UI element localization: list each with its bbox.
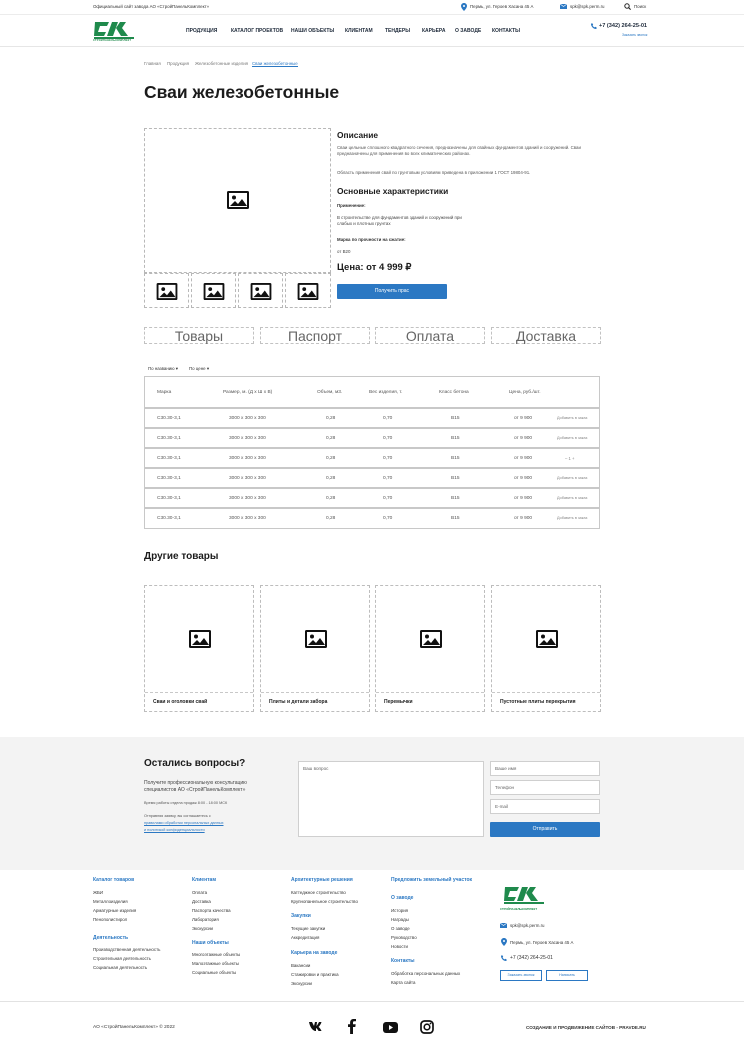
footer-link[interactable]: Руководство (391, 935, 417, 940)
main-image[interactable] (144, 128, 331, 273)
footer-link[interactable]: Металлоизделия (93, 899, 128, 904)
image-placeholder-icon (156, 283, 178, 300)
cell-class: В15 (451, 436, 460, 441)
col-header: Цена, руб./шт. (509, 390, 541, 395)
phone-icon (591, 23, 597, 29)
cell-volume: 0,28 (326, 516, 336, 521)
mail-icon (500, 923, 507, 928)
add-to-order-button[interactable]: Добавить в заказ (557, 496, 588, 500)
characteristics-title: Основные характеристики (337, 186, 449, 196)
top-email[interactable]: spk@spk.perm.ru (570, 4, 605, 9)
footer-link[interactable]: Пенополистирол (93, 917, 128, 922)
footer-heading[interactable]: Карьера на заводе (291, 950, 338, 956)
description-title: Описание (337, 130, 379, 140)
breadcrumb-products[interactable]: Продукция (167, 61, 189, 66)
location-pin-icon (461, 3, 467, 11)
usage-label: Применение: (337, 203, 366, 208)
site-note: Официальный сайт завода АО «СтройПанельКомплект» (93, 4, 210, 9)
product-card[interactable] (491, 585, 601, 712)
policy-link[interactable]: и политикой конфиденциальности (144, 828, 205, 832)
nav-about[interactable]: О ЗАВОДЕ (455, 28, 482, 34)
add-to-order-button[interactable]: Добавить в заказ (557, 416, 588, 420)
thumbnail[interactable] (238, 273, 283, 308)
image-placeholder-icon (297, 283, 319, 300)
footer-link[interactable]: История (391, 908, 409, 913)
breadcrumb-home[interactable]: Главная (144, 61, 161, 66)
cell-volume: 0,28 (326, 456, 336, 461)
footer-link[interactable]: Обработка персональных данных (391, 971, 461, 976)
product-card-label: Сваи и оголовки свай (145, 692, 253, 712)
mail-icon (560, 4, 567, 9)
developer-link[interactable]: СОЗДАНИЕ И ПРОДВИЖЕНИЕ САЙТОВ - PRAVDE.RU (526, 1025, 646, 1030)
product-card-label: Пустотные плиты перекрытия (492, 692, 600, 712)
cell-size: 3000 х 300 х 300 (229, 456, 266, 461)
usage-text: В строительстве для фундаментов зданий и сооружений при слабых и плотных грунтах (337, 215, 462, 226)
footer-link[interactable]: Оплата (192, 890, 208, 895)
footer-link[interactable]: Арматурные изделия (93, 908, 137, 913)
consent-text: Отправляя заявку, вы соглашаетесь с (144, 814, 211, 818)
footer-address: Пермь, ул. Героев Хасана 45 А (510, 940, 574, 945)
footer-link[interactable]: Малоэтажные объекты (192, 961, 240, 966)
bottom-bar (0, 1001, 744, 1054)
footer-heading[interactable]: Контакты (391, 958, 415, 964)
cell-size: 3000 х 300 х 300 (229, 416, 266, 421)
cell-volume: 0,28 (326, 436, 336, 441)
footer-link[interactable]: Экскурсии (192, 926, 213, 931)
facebook-icon[interactable] (348, 1019, 356, 1034)
nav-tenders[interactable]: ТЕНДЕРЫ (385, 28, 411, 34)
nav-career[interactable]: КАРЬЕРА (422, 28, 446, 34)
tab-passport[interactable]: Паспорт (260, 327, 370, 344)
cell-price: от 9 900 (514, 516, 533, 521)
location-pin-icon (501, 938, 507, 946)
page-title: Сваи железобетонные (144, 82, 340, 102)
vk-icon[interactable] (309, 1021, 324, 1032)
logo-text: СТРОЙПАНЕЛЬКОМПЛЕКТ (93, 39, 132, 42)
thumbnail[interactable] (191, 273, 236, 308)
cell-price: от 9 900 (514, 436, 533, 441)
cell-volume: 0,28 (326, 416, 336, 421)
cell-size: 3000 х 300 х 300 (229, 516, 266, 521)
cell-price: от 9 900 (514, 456, 533, 461)
callback-link[interactable]: Заказать звонок (622, 33, 648, 37)
col-header: Объем, м3. (317, 390, 343, 395)
table-row (144, 428, 600, 448)
product-card[interactable] (144, 585, 254, 712)
cell-volume: 0,28 (326, 476, 336, 481)
cell-weight: 0,70 (383, 476, 393, 481)
other-products-title: Другие товары (144, 551, 219, 562)
search-icon[interactable] (624, 3, 631, 10)
footer-heading[interactable]: Предложить земельный участок (391, 877, 473, 883)
sort-by-name[interactable]: По названию ▾ (148, 366, 178, 371)
youtube-icon[interactable] (383, 1022, 398, 1033)
table-row (144, 508, 600, 529)
footer-heading[interactable]: О заводе (391, 895, 414, 901)
footer-link[interactable]: Карта сайта (391, 980, 416, 985)
footer-link[interactable]: Экскурсии (291, 981, 312, 986)
col-header: Размер, м. (Д х Ш х В) (223, 390, 273, 395)
footer-link[interactable]: Вакансии (291, 963, 311, 968)
cell-class: В15 (451, 456, 460, 461)
breadcrumb-current: Сваи железобетонные (252, 61, 298, 66)
cell-price: от 9 900 (514, 476, 533, 481)
search-link[interactable]: Поиск (634, 4, 647, 9)
footer-callback-button[interactable]: Заказать звонок (500, 970, 542, 981)
cell-size: 3000 х 300 х 300 (229, 436, 266, 441)
footer-link[interactable]: Стажировки и практика (291, 972, 339, 977)
footer-link[interactable]: Награды (391, 917, 409, 922)
header-phone[interactable]: +7 (342) 264-25-01 (599, 23, 648, 29)
footer-link[interactable]: Лаборатория (192, 917, 219, 922)
cell-price: от 9 900 (514, 496, 533, 501)
footer-link[interactable]: О заводе (391, 926, 410, 931)
top-address: Пермь, ул. Героев Хасана 45 А (470, 4, 534, 9)
tab-delivery[interactable]: Доставка (491, 327, 601, 344)
grade-value: от В20 (337, 249, 351, 254)
footer-link[interactable]: Каттеджное строительство (291, 890, 346, 895)
image-placeholder-icon (536, 630, 558, 648)
table-row (144, 468, 600, 488)
table-row (144, 488, 600, 508)
send-button[interactable]: Отправить (490, 822, 600, 837)
work-hours: Время работы отдела продаж 8:00 - 18:00 МСК (144, 801, 228, 805)
image-placeholder-icon (420, 630, 442, 648)
cell-mark: С30.30-3,1 (157, 456, 181, 461)
cell-class: В15 (451, 496, 460, 501)
footer-link[interactable]: Производственная деятельность (93, 947, 161, 952)
cell-size: 3000 х 300 х 300 (229, 496, 266, 501)
image-placeholder-icon (203, 283, 225, 300)
add-to-order-button[interactable]: Добавить в заказ (557, 476, 588, 480)
get-price-button[interactable]: Получить прас (337, 284, 447, 299)
nav-contacts[interactable]: КОНТАКТЫ (492, 28, 521, 34)
cell-class: В15 (451, 416, 460, 421)
add-to-order-button[interactable]: Добавить в заказ (557, 436, 588, 440)
questions-text: Получите профессиональную консультацию специалистов АО «СтройПанельКомплект» (144, 780, 247, 793)
nav-clients[interactable]: КЛИЕНТАМ (345, 28, 373, 34)
footer-heading[interactable]: Архитектурные решения (291, 877, 353, 883)
thumbnail[interactable] (285, 273, 331, 308)
footer-link[interactable]: Доставка (192, 899, 211, 904)
cell-mark: С30.30-3,1 (157, 476, 181, 481)
phone-icon (501, 955, 507, 961)
footer-heading[interactable]: Наши объекты (192, 940, 229, 946)
privacy-link[interactable]: правилами обработки персональных данных (144, 821, 224, 825)
footer-heading[interactable]: Закупки (291, 913, 311, 919)
footer-heading[interactable]: Каталог товаров (93, 877, 135, 883)
questions-section (0, 737, 744, 870)
cell-weight: 0,70 (383, 416, 393, 421)
cell-weight: 0,70 (383, 456, 393, 461)
cell-weight: 0,70 (383, 516, 393, 521)
cell-volume: 0,28 (326, 496, 336, 501)
cell-size: 3000 х 300 х 300 (229, 476, 266, 481)
col-header: Вес изделия, т. (369, 390, 403, 395)
cell-weight: 0,70 (383, 436, 393, 441)
tab-products[interactable]: Товары (144, 327, 254, 344)
breadcrumb-category[interactable]: Железобетонные изделия (195, 61, 249, 66)
footer-logo[interactable] (500, 884, 550, 912)
footer-link[interactable]: Социальная деятельность (93, 965, 148, 970)
col-header: Класс бетона (439, 390, 469, 395)
footer-link[interactable]: Новости (391, 944, 408, 949)
image-placeholder-icon (250, 283, 272, 300)
main-header (0, 18, 744, 46)
footer-link[interactable]: Строительная деятельность (93, 956, 151, 961)
footer-heading[interactable]: Деятельность (93, 935, 129, 941)
price: Цена: от 4 999 ₽ (337, 262, 412, 273)
nav-objects[interactable]: НАШИ ОБЪЕКТЫ (291, 28, 335, 34)
name-field[interactable]: Ваше имя (490, 761, 600, 776)
questions-title: Остались вопросы? (144, 758, 246, 769)
image-placeholder-icon (305, 630, 327, 648)
quantity-stepper[interactable]: – 1 + (565, 456, 575, 461)
footer-link[interactable]: Многоэтажные объекты (192, 952, 241, 957)
footer-link[interactable]: Аккредитация (291, 935, 320, 940)
cell-mark: С30.30-3,1 (157, 516, 181, 521)
tab-payment[interactable]: Оплата (375, 327, 485, 344)
table-row (144, 448, 600, 468)
thumbnail[interactable] (144, 273, 189, 308)
footer-link[interactable]: Паспорта качества (192, 908, 231, 913)
product-card[interactable] (260, 585, 370, 712)
col-header: Марка (157, 390, 172, 395)
phone-field[interactable]: Телефон (490, 780, 600, 795)
cell-class: В15 (451, 476, 460, 481)
cell-class: В15 (451, 516, 460, 521)
grade-label: Марка по прочности на сжатие: (337, 237, 406, 242)
product-card-label: Перемычки (376, 692, 484, 712)
cell-mark: С30.30-3,1 (157, 496, 181, 501)
copyright: АО «СтройПанельКомплект» © 2022 (93, 1025, 175, 1030)
product-card-label: Плиты и детали забора (261, 692, 369, 712)
top-bar (0, 0, 744, 14)
add-to-order-button[interactable]: Добавить в заказ (557, 516, 588, 520)
logo[interactable] (93, 19, 137, 43)
description-text: Сваи цельные сплошного квадратного сечения, предназначены для свайных фундаментов зданий и сооружений. Сваи предназначены для применения во всех климатических районах. (337, 145, 581, 156)
cell-weight: 0,70 (383, 496, 393, 501)
footer-link[interactable]: ЖБИ (93, 890, 104, 895)
image-placeholder-icon (227, 191, 249, 209)
table-row (144, 408, 600, 428)
footer-link[interactable]: Социальные объекты (192, 970, 237, 975)
cell-mark: С30.30-3,1 (157, 436, 181, 441)
table-header (144, 376, 600, 408)
image-placeholder-icon (189, 630, 211, 648)
footer-link[interactable]: Крупнопанельное строительство (291, 899, 358, 904)
sort-by-price[interactable]: По цене ▾ (189, 366, 210, 371)
question-textarea[interactable]: Ваш вопрос (298, 761, 484, 837)
footer-email[interactable]: spk@spk.perm.ru (510, 923, 545, 928)
description-note: Область применения свай по грунтовым условиям приведена в приложении 1 ГОСТ 19804-91. (337, 170, 531, 175)
nav-products[interactable]: ПРОДУКЦИЯ (186, 28, 218, 34)
footer-write-button[interactable]: Написать (546, 970, 588, 981)
footer-logo-text: СТРОЙПАНЕЛЬКОМПЛЕКТ (500, 907, 538, 911)
footer-link[interactable]: Текущие закупки (291, 926, 326, 931)
cell-price: от 9 900 (514, 416, 533, 421)
instagram-icon[interactable] (420, 1020, 434, 1034)
cell-mark: С30.30-3,1 (157, 416, 181, 421)
nav-catalog[interactable]: КАТАЛОГ ПРОЕКТОВ (231, 28, 284, 34)
footer-phone[interactable]: +7 (342) 264-25-01 (510, 955, 553, 961)
footer-heading[interactable]: Клиентам (192, 877, 217, 883)
email-field[interactable]: E-mail (490, 799, 600, 814)
product-card[interactable] (375, 585, 485, 712)
